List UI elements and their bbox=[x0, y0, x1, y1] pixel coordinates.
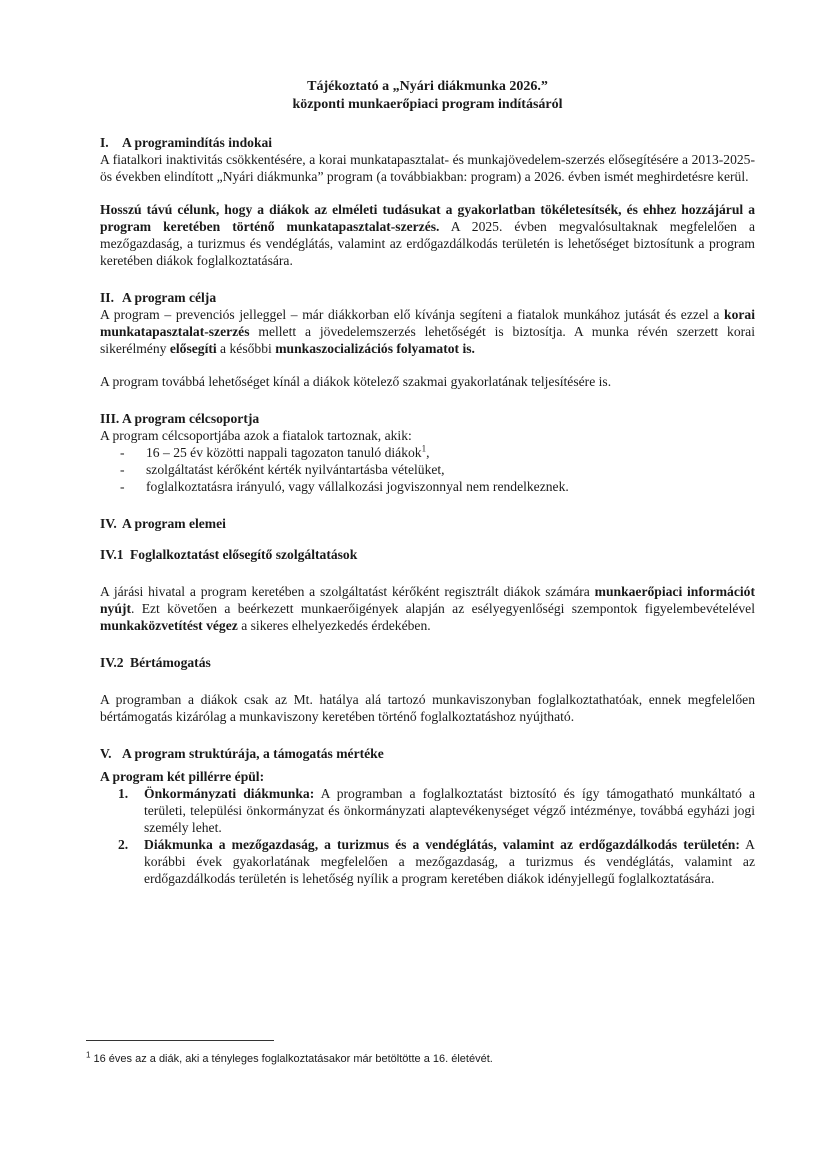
section-1-title: A programindítás indokai bbox=[122, 135, 273, 150]
list-item bbox=[120, 461, 755, 478]
pillar-text: A korábbi évek gyakorlatának megfelelően a mezőgazdaság, a turizmus és vendéglátás, valamint az erdőgazdálkodás területén is lehetőség nyílik a program keretében diákok idényjellegű foglalkoztatására. bbox=[144, 837, 756, 886]
section-1-paragraph-1: A fiatalkori inaktivitás csökkentésére, a korai munkatapasztalat- és munkajövedelem-szerzés elősegítésére a 2013-2025-ös években elindított „Nyári diákmunka” program (a továbbiakban: program) a 2026. évben ismét meghirdetésre kerül. bbox=[100, 152, 755, 184]
section-4-2-number: IV.2 bbox=[100, 655, 124, 670]
section-5-title: A program struktúrája, a támogatás mértéke bbox=[122, 746, 384, 761]
s41-text-e: a sikeres elhelyezkedés érdekében. bbox=[237, 618, 431, 633]
s41-text-c: . Ezt követően a beérkezett munkaerőigények alapján az esélyegyenlőségi szempontok figyelembevételével bbox=[130, 601, 755, 616]
list-item bbox=[120, 478, 755, 495]
section-1-paragraph-2-bold: Hosszú távú célunk, hogy a diákok az elméleti tudásukat a gyakorlatban tökéletesítsék, és ehhez hozzájárul a program keretében történő munkatapasztalat-szerzés. bbox=[100, 202, 755, 234]
s41-bold-d: munkaközvetítést végez bbox=[100, 618, 238, 633]
section-3-intro: A program célcsoportjába azok a fiatalok tartoznak, akik: bbox=[100, 428, 412, 443]
list-item-text: foglalkoztatásra irányuló, vagy vállalkozási jogviszonnyal nem rendelkeznek. bbox=[146, 479, 569, 494]
pillar-title: Diákmunka a mezőgazdaság, a turizmus és a vendéglátás, valamint az erdőgazdálkodás területén: bbox=[144, 837, 740, 852]
footnote-separator bbox=[86, 1040, 274, 1041]
section-1-heading bbox=[100, 134, 755, 151]
pillar-number: 2. bbox=[118, 837, 129, 852]
section-4-title: A program elemei bbox=[122, 516, 226, 531]
title-line-1: Tájékoztató a „Nyári diákmunka 2026.” bbox=[307, 79, 548, 94]
section-2-paragraph-1 bbox=[100, 306, 755, 357]
list-item bbox=[120, 444, 755, 461]
section-2-number: II. bbox=[100, 290, 114, 305]
s2-text-e: a későbbi bbox=[216, 341, 276, 356]
section-1-paragraph-2 bbox=[100, 201, 755, 269]
list-item bbox=[118, 836, 755, 887]
document-title bbox=[100, 78, 755, 114]
section-5-number: V. bbox=[100, 746, 112, 761]
target-group-list bbox=[100, 444, 755, 495]
section-4-2-title: Bértámogatás bbox=[130, 655, 211, 670]
section-4-1-number: IV.1 bbox=[100, 547, 124, 562]
section-4-2-heading bbox=[100, 654, 755, 671]
list-item-text: 16 – 25 év közötti nappali tagozaton tanuló diákok bbox=[146, 445, 422, 460]
s2-bold-b: korai munkatapasztalat-szerzés bbox=[100, 307, 755, 339]
title-line-2: központi munkaerőpiaci program indításáról bbox=[292, 97, 563, 112]
list-item-text: szolgáltatást kérőként kérték nyilvántartásba vételüket, bbox=[146, 462, 445, 477]
s2-text-c: mellett a jövedelemszerzés lehetőségét is biztosítja. A munka révén szerzett korai sikerélmény bbox=[100, 324, 755, 356]
s41-text-a: A járási hivatal a program keretében a szolgáltatást kérőként regisztrált diákok számára bbox=[100, 584, 595, 599]
list-item bbox=[118, 785, 755, 836]
section-4-1-title: Foglalkoztatást elősegítő szolgáltatások bbox=[130, 547, 358, 562]
section-1-number: I. bbox=[100, 135, 109, 150]
footnote bbox=[86, 1052, 736, 1066]
section-4-1-paragraph bbox=[100, 583, 755, 634]
pillar-title: Önkormányzati diákmunka: bbox=[144, 786, 315, 801]
section-4-1-heading bbox=[100, 546, 755, 563]
section-3-title: A program célcsoportja bbox=[122, 411, 260, 426]
s2-text-a: A program – prevenciós jelleggel – már diákkorban elő kívánja segíteni a fiatalok munkához jutását és ezzel a bbox=[100, 307, 725, 322]
section-4-number: IV. bbox=[100, 516, 117, 531]
section-3-number: III. bbox=[100, 411, 120, 426]
s2-bold-d: elősegíti bbox=[169, 341, 217, 356]
section-5-heading bbox=[100, 745, 755, 762]
section-3-heading bbox=[100, 410, 755, 427]
section-2-paragraph-2: A program továbbá lehetőséget kínál a diákok kötelező szakmai gyakorlatának teljesítésére is. bbox=[100, 374, 612, 389]
section-4-2-paragraph: A programban a diákok csak az Mt. hatálya alá tartozó munkaviszonyban foglalkoztathatóak, ennek megfelelően bértámogatás kizárólag a munkaviszony keretében történő foglalkoztatáshoz nyújtható. bbox=[100, 692, 755, 724]
s2-bold-f: munkaszocializációs folyamatot is. bbox=[275, 341, 475, 356]
footnote-text: 16 éves az a diák, aki a tényleges foglalkoztatásakor már betöltötte a 16. életévét. bbox=[90, 1053, 493, 1065]
section-2-heading bbox=[100, 289, 755, 306]
list-item-suffix: , bbox=[426, 445, 430, 460]
pillar-text: A programban a foglalkoztatást biztosító és így támogatható munkáltató a területi, települési önkormányzat és önkormányzati alaptevékenységet végző intézménye, továbbá egyházi jogi személy lehet. bbox=[144, 786, 756, 835]
footnote-reference: 1 bbox=[421, 443, 427, 454]
s41-bold-b: munkaerőpiaci információt nyújt bbox=[100, 584, 755, 616]
pillar-number: 1. bbox=[118, 786, 129, 801]
section-1-paragraph-2-rest: A 2025. évben megvalósultaknak megfelelően a mezőgazdaság, a turizmus és vendéglátás, valamint az erdőgazdálkodás területén is lehetőséget biztosítunk a program keretében diákok foglalkoztatására. bbox=[100, 219, 755, 268]
section-2-title: A program célja bbox=[122, 290, 217, 305]
section-5-intro: A program két pillérre épül: bbox=[100, 769, 265, 784]
footnote-mark: 1 bbox=[86, 1050, 91, 1060]
pillar-list bbox=[100, 785, 755, 887]
section-4-heading bbox=[100, 515, 755, 532]
